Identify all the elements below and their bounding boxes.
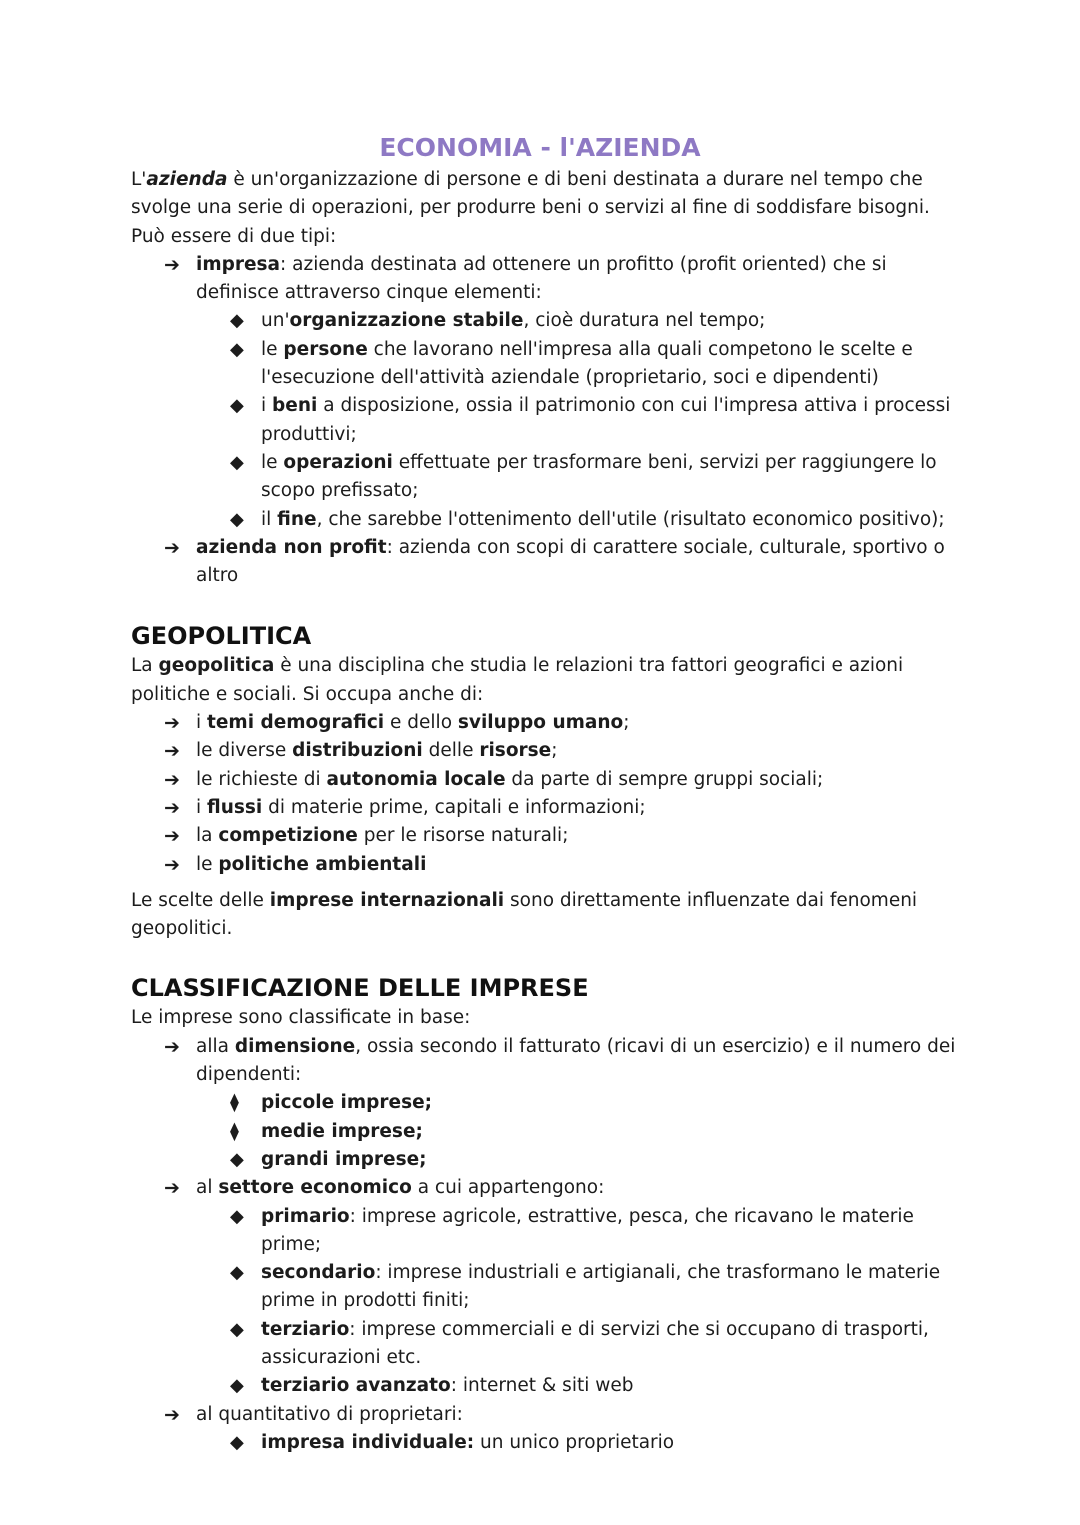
classificazione-list (131, 1033, 1080, 1457)
list-item: ➔ azienda non profit: azienda con scopi di carattere sociale, culturale, sportivo o altro (131, 534, 956, 591)
list-item: ➔ le politiche ambientali (131, 851, 956, 879)
arrow-icon: ➔ (164, 825, 180, 848)
section-heading-classificazione: CLASSIFICAZIONE DELLE IMPRESE (131, 974, 589, 1003)
diamond-icon: ◆ (230, 508, 244, 530)
arrow-icon: ➔ (164, 796, 180, 819)
list-item: ➔ alla dimensione, ossia secondo il fatturato (ricavi di un esercizio) e il numero dei dipendenti: ⧫ piccole imprese; ⧫ medie imprese; ◆ grandi imprese; (131, 1033, 956, 1174)
arrow-icon: ➔ (164, 1177, 180, 1200)
economia-types-list (131, 251, 1080, 591)
list-item: ➔ impresa: azienda destinata ad ottenere un profitto (profit oriented) che si definisce attraverso cinque elementi: ◆ un'organizzazione stabile, cioè duratura nel tempo; ◆ le persone che lavorano nell'impresa alla quali competono le scelte e l'esecuzione dell'attività aziendale (proprietario, soci e dipendenti) ◆ i beni a disposizione, ossia il patrimonio con cui l'impresa attiva i processi produttivi; ◆ le operazioni effettuate per trasformare beni, servizi per raggiungere lo scopo prefissato; ◆ il fine, che sarebbe l'ottenimento dell'utile (risultato economico positivo); (131, 251, 956, 534)
section-economia (131, 131, 1080, 590)
list-item: ◆ grandi imprese; (196, 1146, 951, 1174)
arrow-icon: ➔ (164, 712, 180, 735)
dimensione-list (196, 1089, 956, 1174)
section-classificazione (131, 972, 1080, 1457)
list-item: ◆ un'organizzazione stabile, cioè duratura nel tempo; (196, 307, 951, 335)
diamond-icon: ◆ (230, 338, 244, 360)
list-item: ◆ le persone che lavorano nell'impresa alla quali competono le scelte e l'esecuzione dell'attività aziendale (proprietario, soci e dipendenti) (196, 336, 951, 393)
economia-intro: L'azienda è un'organizzazione di persone e di beni destinata a durare nel tempo che svolge una serie di operazioni, per produrre beni o servizi al fine di soddisfare bisogni. (131, 169, 930, 219)
diamond-icon: ◆ (230, 310, 244, 332)
proprietari-list (196, 1429, 956, 1457)
list-item: ➔ al quantitativo di proprietari: ◆ impresa individuale: un unico proprietario (131, 1401, 956, 1458)
geopolitica-closing: Le scelte delle imprese internazionali sono direttamente influenzate dai fenomeni geopolitici. (131, 889, 918, 940)
diamond-icon: ⧫ (230, 1120, 239, 1142)
arrow-icon: ➔ (164, 853, 180, 876)
diamond-icon: ◆ (230, 1148, 244, 1170)
diamond-icon: ◆ (230, 395, 244, 417)
list-item: ⧫ piccole imprese; (196, 1089, 951, 1117)
classificazione-intro: Le imprese sono classificate in base: (131, 1007, 471, 1029)
list-item: ➔ al settore economico a cui appartengono: ◆ primario: imprese agricole, estrattive, pesca, che ricavano le materie prime; ◆ secondario: imprese industriali e artigianali, che trasformano le materie prime in prodotti finiti; ◆ terziario: imprese commerciali e di servizi che si occupano di trasporti, assicurazioni etc. ◆ terziario avanzato: internet & siti web (131, 1174, 956, 1400)
arrow-icon: ➔ (164, 768, 180, 791)
list-item: ◆ il fine, che sarebbe l'ottenimento dell'utile (risultato economico positivo); (196, 506, 951, 534)
arrow-icon: ➔ (164, 1403, 180, 1426)
geopolitica-list (131, 709, 1080, 879)
list-item: ➔ i flussi di materie prime, capitali e informazioni; (131, 794, 956, 822)
list-item: ➔ le diverse distribuzioni delle risorse; (131, 737, 956, 765)
arrow-icon: ➔ (164, 740, 180, 763)
diamond-icon: ◆ (230, 451, 244, 473)
economia-types-intro: Può essere di due tipi: (131, 225, 337, 247)
section-geopolitica (131, 620, 1080, 943)
list-item: ◆ le operazioni effettuate per trasformare beni, servizi per raggiungere lo scopo prefissato; (196, 449, 951, 506)
impresa-elements-list (196, 307, 956, 533)
diamond-icon: ◆ (230, 1205, 244, 1227)
page-title: ECONOMIA - l'AZIENDA (379, 133, 701, 162)
geopolitica-intro: La geopolitica è una disciplina che studia le relazioni tra fattori geografici e azioni politiche e sociali. Si occupa anche di: (131, 655, 904, 705)
diamond-icon: ◆ (230, 1262, 244, 1284)
list-item: ⧫ medie imprese; (196, 1118, 951, 1146)
list-item: ➔ le richieste di autonomia locale da parte di sempre gruppi sociali; (131, 766, 956, 794)
arrow-icon: ➔ (164, 536, 180, 559)
list-item: ◆ terziario: imprese commerciali e di servizi che si occupano di trasporti, assicurazioni etc. (196, 1316, 951, 1373)
diamond-icon: ◆ (230, 1431, 244, 1453)
arrow-icon: ➔ (164, 253, 180, 276)
list-item: ◆ terziario avanzato: internet & siti web (196, 1372, 951, 1400)
list-item: ◆ impresa individuale: un unico proprietario (196, 1429, 951, 1457)
section-heading-geopolitica: GEOPOLITICA (131, 622, 312, 651)
list-item: ◆ primario: imprese agricole, estrattive, pesca, che ricavano le materie prime; (196, 1203, 951, 1260)
list-item: ◆ secondario: imprese industriali e artigianali, che trasformano le materie prime in prodotti finiti; (196, 1259, 951, 1316)
diamond-icon: ◆ (230, 1318, 244, 1340)
list-item: ➔ la competizione per le risorse naturali; (131, 822, 956, 850)
list-item: ◆ i beni a disposizione, ossia il patrimonio con cui l'impresa attiva i processi produttivi; (196, 392, 951, 449)
list-item: ➔ i temi demografici e dello sviluppo umano; (131, 709, 956, 737)
diamond-icon: ◆ (230, 1375, 244, 1397)
diamond-icon: ⧫ (230, 1092, 239, 1114)
arrow-icon: ➔ (164, 1035, 180, 1058)
settore-list (196, 1203, 956, 1401)
